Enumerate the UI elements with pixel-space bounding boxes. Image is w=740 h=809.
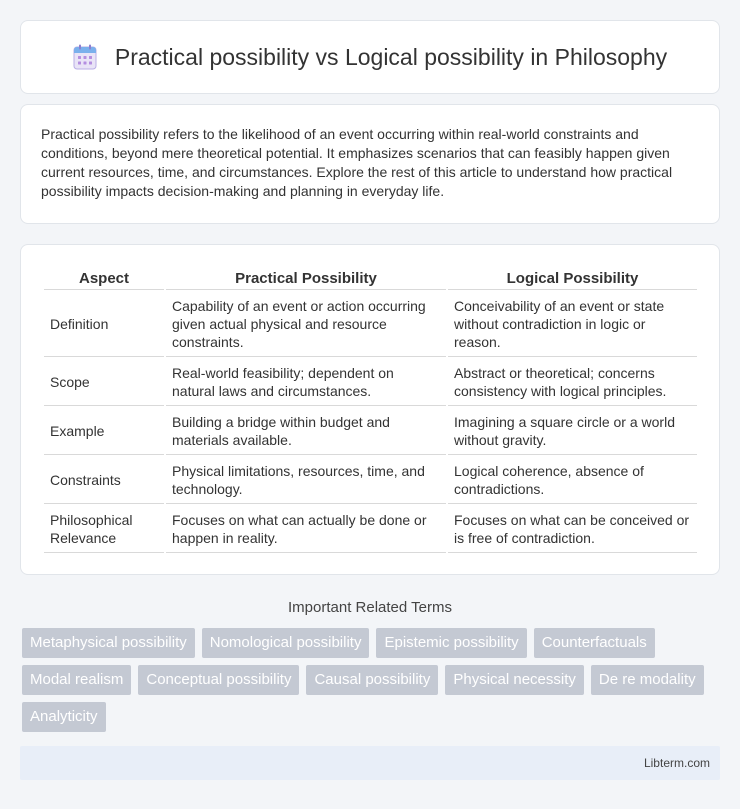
- cell-logical: Abstract or theoretical; concerns consistency with logical principles.: [448, 359, 697, 406]
- cell-logical: Imagining a square circle or a world without gravity.: [448, 408, 697, 455]
- comparison-table: [42, 265, 699, 555]
- table-row: [44, 408, 697, 455]
- header-logical: Logical Possibility: [448, 267, 697, 290]
- cell-logical: Focuses on what can be conceived or is free of contradiction.: [448, 506, 697, 553]
- related-term-tag[interactable]: Metaphysical possibility: [22, 628, 195, 658]
- page-title: Practical possibility vs Logical possibility in Philosophy: [114, 43, 668, 70]
- cell-aspect: Scope: [44, 359, 164, 406]
- calendar-icon: [73, 44, 97, 70]
- cell-logical: Logical coherence, absence of contradictions.: [448, 457, 697, 504]
- cell-logical: Conceivability of an event or state without contradiction in logic or reason.: [448, 292, 697, 357]
- related-term-tag[interactable]: Analyticity: [22, 702, 106, 732]
- related-term-tag[interactable]: Epistemic possibility: [376, 628, 526, 658]
- intro-card: [20, 104, 720, 224]
- related-terms-list: [22, 628, 722, 732]
- footer: [20, 746, 720, 780]
- cell-aspect: Constraints: [44, 457, 164, 504]
- header-card: [20, 20, 720, 94]
- table-row: [44, 457, 697, 504]
- table-header-row: [44, 267, 697, 290]
- table-row: [44, 359, 697, 406]
- related-term-tag[interactable]: Modal realism: [22, 665, 131, 695]
- related-term-tag[interactable]: Nomological possibility: [202, 628, 370, 658]
- related-term-tag[interactable]: Physical necessity: [445, 665, 584, 695]
- related-term-tag[interactable]: De re modality: [591, 665, 704, 695]
- cell-practical: Capability of an event or action occurring given actual physical and resource constraints.: [166, 292, 446, 357]
- cell-aspect: Philosophical Relevance: [44, 506, 164, 553]
- cell-practical: Focuses on what can actually be done or happen in reality.: [166, 506, 446, 553]
- related-term-tag[interactable]: Conceptual possibility: [138, 665, 299, 695]
- table-row: [44, 292, 697, 357]
- header-aspect: Aspect: [44, 267, 164, 290]
- table-row: [44, 506, 697, 553]
- header-practical: Practical Possibility: [166, 267, 446, 290]
- cell-practical: Building a bridge within budget and materials available.: [166, 408, 446, 455]
- related-terms-title: Important Related Terms: [288, 599, 452, 616]
- comparison-card: [20, 244, 720, 575]
- cell-practical: Physical limitations, resources, time, and technology.: [166, 457, 446, 504]
- cell-aspect: Example: [44, 408, 164, 455]
- footer-site-link[interactable]: Libterm.com: [643, 756, 710, 770]
- cell-practical: Real-world feasibility; dependent on natural laws and circumstances.: [166, 359, 446, 406]
- related-term-tag[interactable]: Counterfactuals: [534, 628, 655, 658]
- cell-aspect: Definition: [44, 292, 164, 357]
- intro-text: Practical possibility refers to the likelihood of an event occurring within real-world constraints and conditions, beyond mere theoretical potential. It emphasizes scenarios that can feasibly happen given current resources, time, and circumstances. Explore the rest of this article to understand how practical possibility impacts decision-making and planning in everyday life.: [41, 126, 673, 199]
- related-term-tag[interactable]: Causal possibility: [306, 665, 438, 695]
